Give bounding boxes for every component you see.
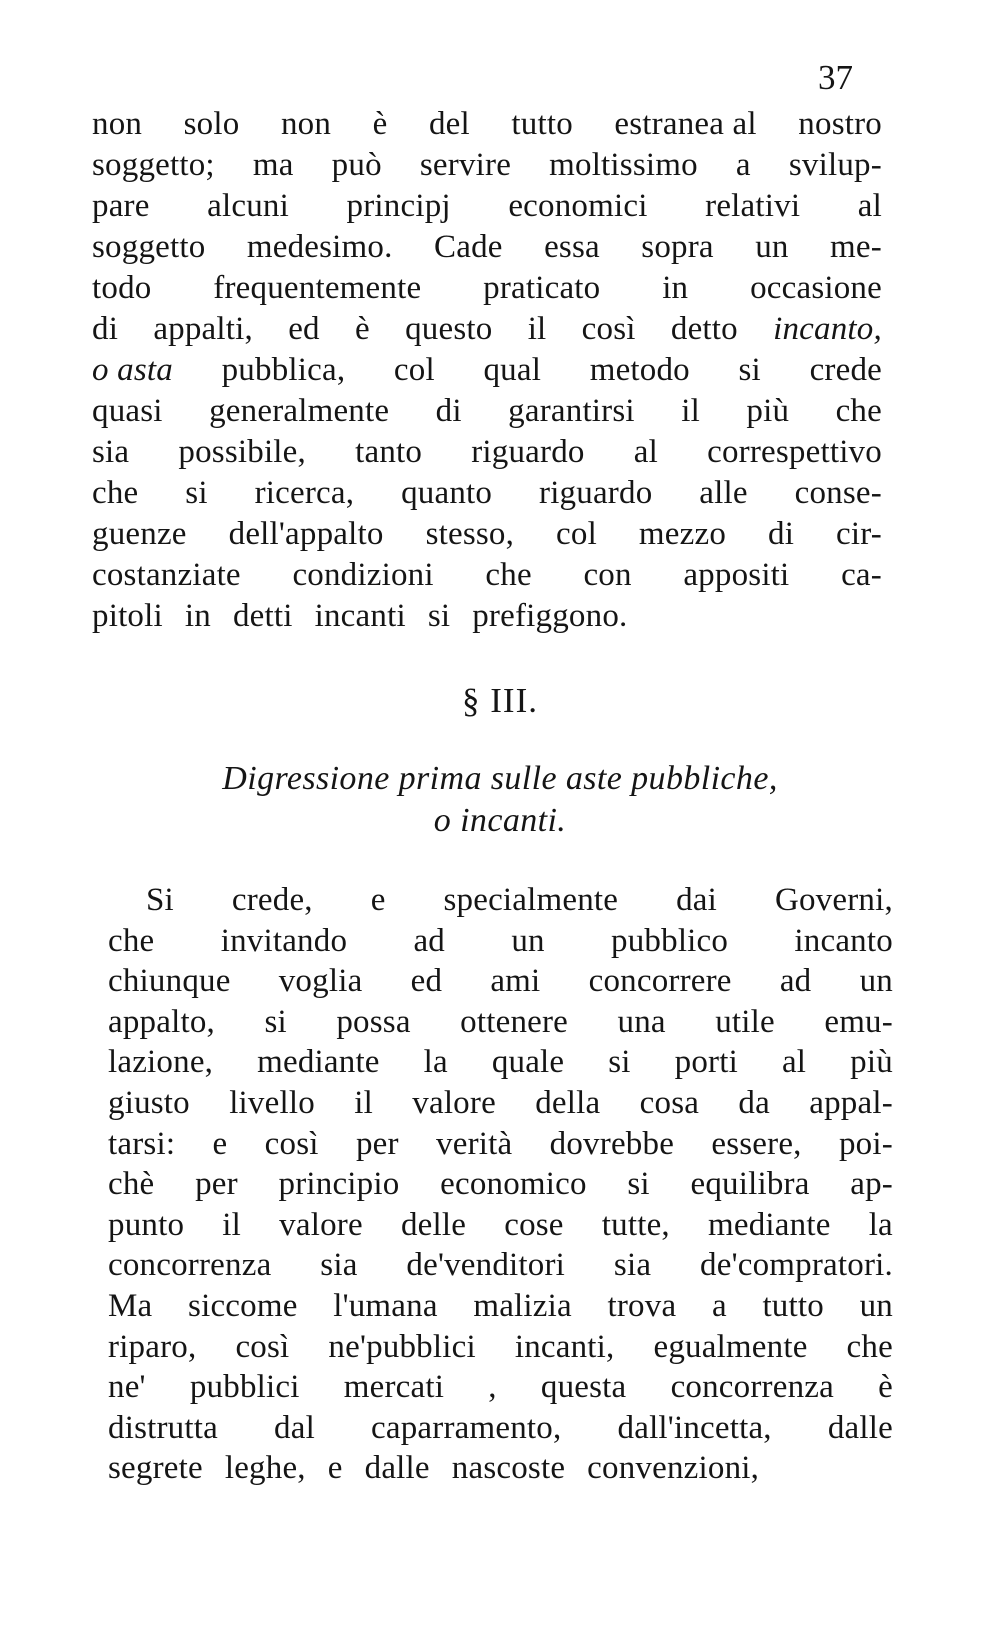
word: , bbox=[488, 1369, 497, 1406]
word: un bbox=[755, 229, 789, 265]
word: prefiggono. bbox=[472, 598, 628, 634]
word: delle bbox=[400, 1206, 467, 1243]
word: chè bbox=[108, 1166, 155, 1203]
word: dall'incetta, bbox=[617, 1409, 772, 1446]
word: soggetto; bbox=[92, 147, 215, 183]
text-line bbox=[108, 921, 893, 962]
word: a bbox=[735, 147, 751, 183]
text-line bbox=[108, 1002, 893, 1043]
word: ottenere bbox=[460, 1003, 569, 1040]
text-line bbox=[92, 391, 882, 432]
word: sia bbox=[320, 1247, 358, 1284]
text-line bbox=[108, 1408, 893, 1449]
word: dovrebbe bbox=[549, 1125, 675, 1162]
word: questa bbox=[540, 1369, 627, 1406]
word: costanziate bbox=[92, 557, 241, 593]
text-line bbox=[92, 473, 882, 514]
text-line bbox=[92, 514, 882, 555]
text-line bbox=[92, 350, 882, 391]
text-line bbox=[108, 1245, 893, 1286]
word: relativi bbox=[705, 188, 801, 224]
word: appositi bbox=[683, 557, 790, 593]
word: valore bbox=[279, 1206, 363, 1243]
word: valore bbox=[412, 1084, 496, 1121]
word: è bbox=[372, 106, 388, 142]
word: pare bbox=[92, 188, 150, 224]
word: egualmente bbox=[653, 1328, 808, 1365]
text-line bbox=[92, 145, 882, 186]
word: essa bbox=[544, 229, 600, 265]
word: pitoli bbox=[92, 598, 163, 634]
word: medesimo. bbox=[246, 229, 393, 265]
word: che bbox=[108, 922, 155, 959]
word: al bbox=[633, 434, 658, 470]
text-line bbox=[108, 961, 893, 1002]
word: ne'pubblici bbox=[328, 1328, 476, 1365]
word: che bbox=[485, 557, 532, 593]
word: da bbox=[738, 1084, 770, 1121]
word: estranea al bbox=[614, 106, 757, 142]
word: quasi bbox=[92, 393, 163, 429]
word: appal- bbox=[809, 1084, 893, 1121]
word: guenze bbox=[92, 516, 187, 552]
word: mediante bbox=[708, 1206, 831, 1243]
word: un bbox=[859, 963, 893, 1000]
word: lazione, bbox=[108, 1044, 214, 1081]
word: sopra bbox=[641, 229, 714, 265]
paragraph-digression bbox=[108, 880, 893, 1489]
word: servire bbox=[419, 147, 512, 183]
word: me- bbox=[830, 229, 882, 265]
word: al bbox=[857, 188, 882, 224]
word: l'umana bbox=[333, 1287, 438, 1324]
word: sia bbox=[613, 1247, 652, 1284]
word: per bbox=[195, 1166, 238, 1203]
text-line bbox=[108, 1083, 893, 1124]
word: in bbox=[184, 598, 211, 634]
word: col bbox=[393, 352, 435, 388]
word: quanto bbox=[401, 475, 493, 511]
word: di bbox=[92, 311, 119, 347]
word: stesso, bbox=[425, 516, 515, 552]
word: crede, bbox=[231, 882, 313, 918]
word: distrutta bbox=[108, 1409, 218, 1446]
word: ad bbox=[413, 922, 446, 959]
word: ad bbox=[779, 963, 812, 1000]
word: pubblici bbox=[189, 1369, 300, 1406]
word: possa bbox=[336, 1003, 411, 1040]
word: principio bbox=[278, 1166, 400, 1203]
word: che bbox=[92, 475, 139, 511]
word: il bbox=[681, 393, 700, 429]
text-line bbox=[108, 1042, 893, 1083]
word: todo bbox=[92, 270, 152, 306]
word: correspettivo bbox=[707, 434, 882, 470]
word: trova bbox=[607, 1287, 677, 1324]
word: al bbox=[781, 1044, 807, 1081]
word: un bbox=[511, 922, 545, 959]
text-line bbox=[92, 227, 882, 268]
word: appalto, bbox=[108, 1003, 215, 1040]
word: economici bbox=[508, 188, 648, 224]
word: tutte, bbox=[601, 1206, 670, 1243]
word: concorrenza bbox=[108, 1247, 272, 1284]
word: svilup- bbox=[788, 147, 882, 183]
word: così bbox=[235, 1328, 290, 1365]
word: poi- bbox=[838, 1125, 893, 1162]
word: a bbox=[711, 1287, 727, 1324]
word: utile bbox=[715, 1003, 775, 1040]
word: ed bbox=[288, 311, 320, 347]
word: principj bbox=[346, 188, 451, 224]
page-number: 37 bbox=[818, 58, 853, 97]
word: caparramento, bbox=[371, 1409, 562, 1446]
word: si bbox=[264, 1003, 287, 1040]
word: col bbox=[556, 516, 597, 552]
word: ca- bbox=[841, 557, 882, 593]
word: segrete bbox=[108, 1450, 203, 1487]
word: di bbox=[768, 516, 795, 552]
word: si bbox=[185, 475, 208, 511]
word: non bbox=[280, 106, 332, 142]
word: praticato bbox=[483, 270, 601, 306]
paragraph-continued bbox=[92, 104, 882, 637]
word: e bbox=[212, 1125, 228, 1162]
word: invitando bbox=[220, 922, 348, 959]
word: ma bbox=[252, 147, 294, 183]
word: un bbox=[859, 1287, 893, 1324]
word: garantirsi bbox=[508, 393, 635, 429]
word: così bbox=[581, 311, 636, 347]
word: il bbox=[527, 311, 547, 347]
word: Cade bbox=[434, 229, 503, 265]
word: punto bbox=[108, 1206, 185, 1243]
word: cosa bbox=[639, 1084, 700, 1121]
word: qual bbox=[483, 352, 542, 388]
word: in bbox=[662, 270, 689, 306]
word: specialmente bbox=[443, 882, 619, 918]
word: si bbox=[738, 352, 761, 388]
word: incanti, bbox=[514, 1328, 615, 1365]
text-line bbox=[92, 104, 882, 145]
word: pubblico bbox=[611, 922, 729, 959]
word: concorrenza bbox=[670, 1369, 834, 1406]
word: porti bbox=[674, 1044, 738, 1081]
word: chiunque bbox=[108, 963, 231, 1000]
word: moltissimo bbox=[549, 147, 698, 183]
word: detto bbox=[670, 311, 738, 347]
text-line bbox=[108, 1205, 893, 1246]
word: tutto bbox=[762, 1287, 824, 1324]
word: mezzo bbox=[638, 516, 727, 552]
word: riparo, bbox=[108, 1328, 197, 1365]
word: si bbox=[427, 598, 451, 634]
word: de'venditori bbox=[406, 1247, 566, 1284]
word: ap- bbox=[850, 1166, 893, 1203]
text-line bbox=[108, 880, 893, 921]
word: incanto bbox=[794, 922, 893, 959]
text-line bbox=[92, 596, 882, 637]
text-line bbox=[108, 1164, 893, 1205]
word: solo bbox=[183, 106, 240, 142]
text-line bbox=[92, 268, 882, 309]
text-line bbox=[92, 555, 882, 596]
word: del bbox=[428, 106, 470, 142]
section-heading-line-2: o incanti. bbox=[433, 802, 567, 839]
word: alle bbox=[699, 475, 748, 511]
word: ami bbox=[490, 963, 541, 1000]
word: conse- bbox=[794, 475, 882, 511]
word: de'compratori. bbox=[700, 1247, 893, 1284]
word: con bbox=[583, 557, 632, 593]
word: cir- bbox=[836, 516, 882, 552]
word: il bbox=[354, 1084, 373, 1121]
word: tutto bbox=[511, 106, 573, 142]
text-line bbox=[92, 186, 882, 227]
word: mercati bbox=[343, 1369, 445, 1406]
word: e bbox=[327, 1450, 343, 1487]
word: condizioni bbox=[292, 557, 434, 593]
word: la bbox=[423, 1044, 448, 1081]
word: dalle bbox=[827, 1409, 893, 1446]
word: si bbox=[627, 1166, 650, 1203]
word: quale bbox=[491, 1044, 565, 1081]
word: dalle bbox=[364, 1450, 430, 1487]
word: ne' bbox=[108, 1369, 146, 1406]
word: giusto bbox=[108, 1084, 190, 1121]
word: livello bbox=[229, 1084, 315, 1121]
word: Governi, bbox=[774, 882, 893, 918]
word: si bbox=[608, 1044, 631, 1081]
word: può bbox=[331, 147, 382, 183]
word: una bbox=[617, 1003, 666, 1040]
word: o asta bbox=[92, 352, 173, 388]
word: generalmente bbox=[209, 393, 390, 429]
word: voglia bbox=[278, 963, 363, 1000]
word: questo bbox=[405, 311, 493, 347]
word: equilibra bbox=[690, 1166, 810, 1203]
word: che bbox=[846, 1328, 893, 1365]
text-line bbox=[108, 1367, 893, 1408]
word: nascoste bbox=[451, 1450, 566, 1487]
word: metodo bbox=[589, 352, 690, 388]
word: dai bbox=[676, 882, 717, 918]
word: riguardo bbox=[471, 434, 585, 470]
word: più bbox=[850, 1044, 893, 1081]
word: ed bbox=[410, 963, 443, 1000]
section-heading bbox=[110, 758, 890, 842]
word: più bbox=[746, 393, 790, 429]
word: possibile, bbox=[178, 434, 306, 470]
text-line bbox=[108, 1327, 893, 1368]
word: sia bbox=[92, 434, 130, 470]
word: Si bbox=[146, 882, 174, 918]
word: dell'appalto bbox=[228, 516, 384, 552]
text-line bbox=[92, 309, 882, 350]
word: verità bbox=[436, 1125, 513, 1162]
word: riguardo bbox=[539, 475, 653, 511]
text-line bbox=[108, 1448, 893, 1489]
word: essere, bbox=[711, 1125, 802, 1162]
word: mediante bbox=[257, 1044, 380, 1081]
word: il bbox=[222, 1206, 242, 1243]
word: crede bbox=[809, 352, 882, 388]
word: incanti bbox=[314, 598, 406, 634]
word: incanto, bbox=[773, 311, 882, 347]
word: economico bbox=[440, 1166, 587, 1203]
section-number: § III. bbox=[462, 681, 538, 720]
word: ricerca, bbox=[254, 475, 355, 511]
word: leghe, bbox=[224, 1450, 306, 1487]
word: dal bbox=[274, 1409, 315, 1446]
word: che bbox=[835, 393, 882, 429]
word: malizia bbox=[473, 1287, 572, 1324]
word: della bbox=[535, 1084, 601, 1121]
word: così bbox=[264, 1125, 319, 1162]
word: per bbox=[355, 1125, 399, 1162]
word: appalti, bbox=[153, 311, 253, 347]
word: siccome bbox=[188, 1287, 298, 1324]
text-line bbox=[108, 1124, 893, 1165]
word: soggetto bbox=[92, 229, 206, 265]
word: la bbox=[868, 1206, 893, 1243]
word: cose bbox=[504, 1206, 564, 1243]
word: tarsi: bbox=[108, 1125, 176, 1162]
word: tanto bbox=[355, 434, 423, 470]
word: Ma bbox=[108, 1287, 153, 1324]
word: pubblica, bbox=[221, 352, 346, 388]
text-line bbox=[108, 1286, 893, 1327]
word: convenzioni, bbox=[587, 1450, 760, 1487]
word: emu- bbox=[824, 1003, 893, 1040]
word: detti bbox=[232, 598, 293, 634]
word: e bbox=[370, 882, 386, 918]
word: è bbox=[878, 1369, 893, 1406]
word: concorrere bbox=[588, 963, 732, 1000]
word: nostro bbox=[798, 106, 882, 142]
text-line bbox=[92, 432, 882, 473]
word: alcuni bbox=[207, 188, 289, 224]
word: non bbox=[92, 106, 143, 142]
word: frequentemente bbox=[213, 270, 422, 306]
word: è bbox=[355, 311, 370, 347]
section-heading-line-1: Digressione prima sulle aste pubbliche, bbox=[222, 760, 778, 797]
word: di bbox=[435, 393, 462, 429]
word: occasione bbox=[750, 270, 882, 306]
